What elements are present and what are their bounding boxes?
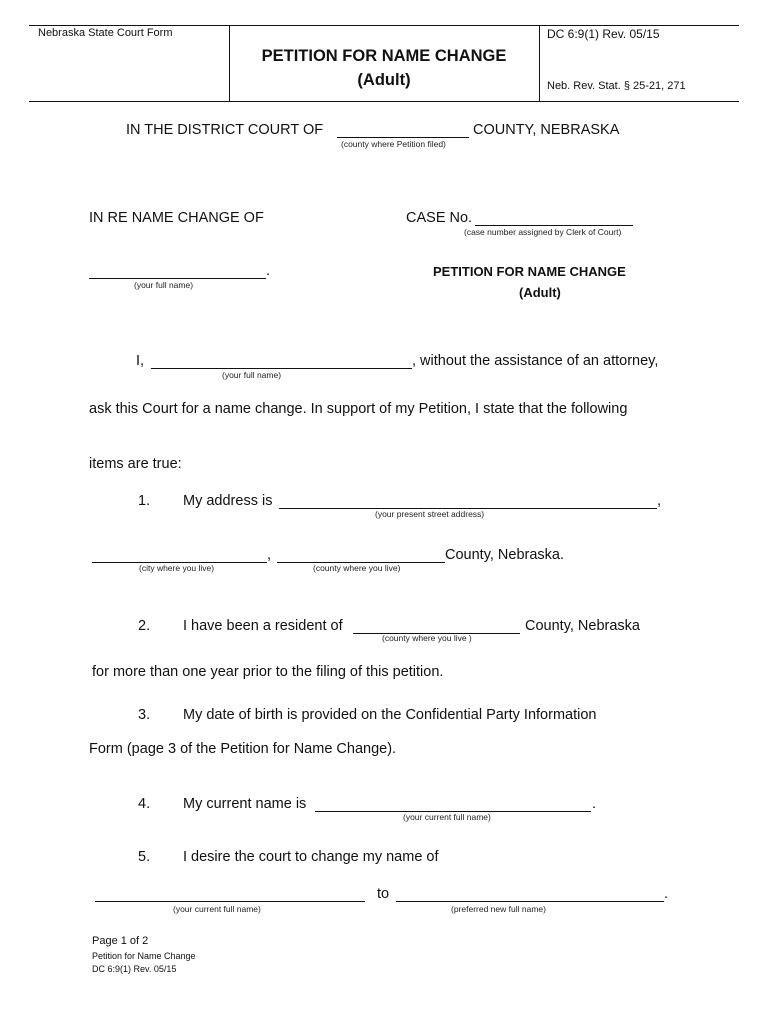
header-title: PETITION FOR NAME CHANGE xyxy=(261,47,507,65)
item-1-comma: , xyxy=(657,493,662,509)
county-live-hint: (county where you live) xyxy=(313,563,401,573)
from-name-hint: (your current full name) xyxy=(173,904,261,914)
intro-line-3: items are true: xyxy=(89,456,182,472)
item-2-continuation: for more than one year prior to the filing of this petition. xyxy=(92,664,444,680)
city-comma: , xyxy=(267,547,272,563)
item-4-text: My current name is xyxy=(183,796,307,812)
header-divider-right xyxy=(539,25,540,101)
case-number-label: CASE No. xyxy=(406,210,473,226)
item-1-number: 1. xyxy=(138,493,151,509)
county-hint: (county where Petition filed) xyxy=(341,139,446,149)
street-address-hint: (your present street address) xyxy=(375,509,485,519)
court-prefix: IN THE DISTRICT COURT OF xyxy=(126,122,324,138)
petitioner-name-blank[interactable] xyxy=(89,278,266,279)
in-re-label: IN RE NAME CHANGE OF xyxy=(89,210,264,226)
item-2-text: I have been a resident of xyxy=(183,618,343,634)
page-number: Page 1 of 2 xyxy=(92,935,149,947)
item-4-period: . xyxy=(592,796,597,812)
item-3-number: 3. xyxy=(138,707,151,723)
current-name-hint: (your current full name) xyxy=(403,812,491,822)
footer-doc-name: Petition for Name Change xyxy=(92,951,196,961)
court-suffix: COUNTY, NEBRASKA xyxy=(473,122,620,138)
intro-name-hint: (your full name) xyxy=(222,370,282,380)
intro-suffix: , without the assistance of an attorney, xyxy=(412,353,659,369)
caption-title: PETITION FOR NAME CHANGE xyxy=(433,264,626,279)
intro-prefix: I, xyxy=(136,353,145,369)
from-name-blank[interactable] xyxy=(95,901,365,902)
county-nebraska-suffix: County, Nebraska. xyxy=(445,547,565,563)
caption-subtitle: (Adult) xyxy=(519,285,561,300)
intro-line-2: ask this Court for a name change. In support of my Petition, I state that the following xyxy=(89,401,628,417)
item-5-text: I desire the court to change my name of xyxy=(183,849,439,865)
case-number-blank[interactable] xyxy=(475,225,633,226)
to-word: to xyxy=(377,886,390,902)
new-name-blank[interactable] xyxy=(396,901,664,902)
item-5-period: . xyxy=(664,886,669,902)
header-bottom-rule xyxy=(29,101,739,102)
county-blank[interactable] xyxy=(337,137,469,138)
item-3-continuation: Form (page 3 of the Petition for Name Change). xyxy=(89,741,397,757)
footer-form-code: DC 6:9(1) Rev. 05/15 xyxy=(92,964,177,974)
header-top-rule xyxy=(29,25,739,26)
new-name-hint: (preferred new full name) xyxy=(451,904,546,914)
city-hint: (city where you live) xyxy=(139,563,215,573)
statute-reference: Neb. Rev. Stat. § 25-21, 271 xyxy=(547,80,686,92)
item-2-suffix: County, Nebraska xyxy=(525,618,640,634)
petitioner-name-hint: (your full name) xyxy=(134,280,194,290)
state-court-form-label: Nebraska State Court Form xyxy=(38,27,173,39)
case-number-hint: (case number assigned by Clerk of Court) xyxy=(464,227,622,237)
item-1-text: My address is xyxy=(183,493,273,509)
form-code: DC 6:9(1) Rev. 05/15 xyxy=(547,27,660,41)
item-3-text: My date of birth is provided on the Confidential Party Information xyxy=(183,707,597,723)
item-2-number: 2. xyxy=(138,618,151,634)
petitioner-name-period: . xyxy=(266,263,271,279)
residence-county-hint: (county where you live ) xyxy=(382,633,472,643)
item-5-number: 5. xyxy=(138,849,151,865)
header-subtitle: (Adult) xyxy=(357,71,411,89)
item-4-number: 4. xyxy=(138,796,151,812)
intro-name-blank[interactable] xyxy=(151,368,412,369)
